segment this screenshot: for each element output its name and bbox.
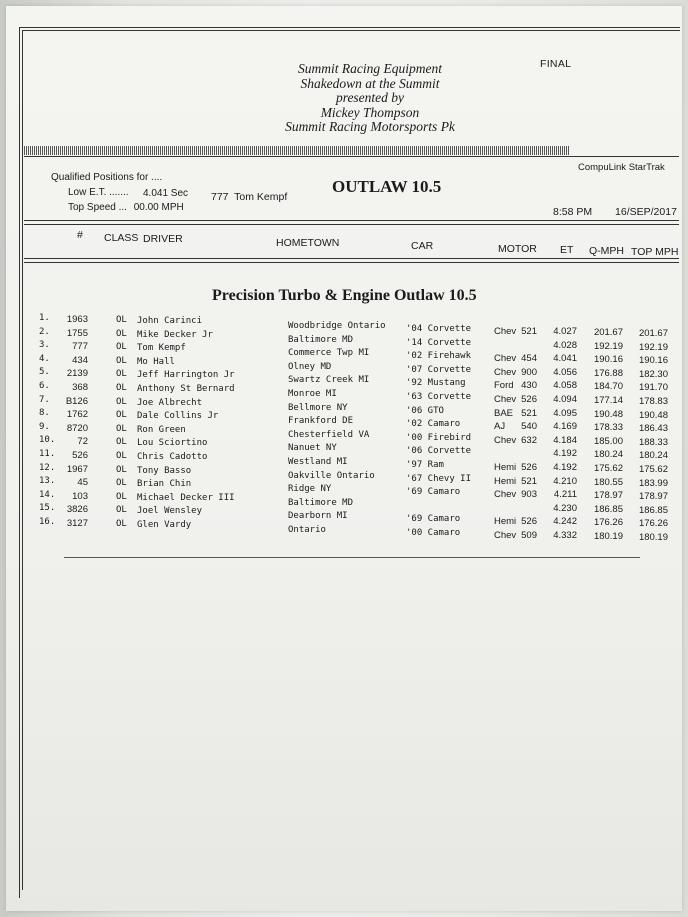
row-hometown: Nanuet NY — [288, 443, 337, 454]
row-et: 4.041 — [553, 353, 577, 365]
row-car: '04 Corvette — [406, 324, 472, 334]
print-time: 8:58 PM — [553, 206, 593, 218]
row-driver: Michael Decker III — [137, 492, 235, 503]
row-qmph: 185.00 — [593, 435, 623, 447]
print-date: 16/SEP/2017 — [615, 206, 677, 218]
row-car: '00 Firebird — [406, 432, 472, 443]
row-qmph: 178.97 — [593, 490, 623, 502]
event-title-line: presented by — [335, 90, 405, 105]
row-qmph: 186.85 — [593, 503, 623, 515]
row-motor-make: Chev — [494, 353, 517, 365]
top-speed-line — [68, 202, 184, 213]
row-position: 8. — [39, 408, 50, 419]
low-et-holder: 777 Tom Kempf — [211, 191, 288, 203]
row-number: 1967 — [66, 463, 88, 475]
col-car: CAR — [411, 240, 434, 252]
row-et: 4.230 — [553, 502, 577, 514]
row-hometown: Commerce Twp MI — [288, 348, 370, 359]
row-motor-cid: 632 — [521, 434, 537, 446]
row-driver: Dale Collins Jr — [137, 411, 219, 422]
row-et: 4.169 — [553, 421, 577, 433]
col-motor: MOTOR — [498, 243, 537, 255]
race-title: Precision Turbo & Engine Outlaw 10.5 — [212, 287, 477, 304]
col-et: ET — [560, 244, 574, 256]
row-et: 4.211 — [553, 489, 577, 501]
top-speed-label: Top Speed ... — [68, 202, 127, 213]
row-position: 5. — [39, 367, 50, 378]
row-number: 45 — [77, 477, 88, 489]
qualified-label: Qualified Positions for .... — [51, 172, 163, 183]
row-qmph: 176.26 — [593, 517, 623, 529]
row-position: 12. — [39, 462, 56, 473]
row-qmph: 190.48 — [593, 408, 623, 420]
row-driver: Brian Chin — [137, 479, 192, 490]
row-motor-make: Chev — [494, 530, 517, 541]
row-top-mph: 183.99 — [638, 477, 668, 489]
row-driver: Chris Cadotto — [137, 452, 208, 462]
row-number: 8720 — [66, 422, 88, 434]
row-car: '00 Camaro — [406, 528, 461, 538]
row-qmph: 180.19 — [593, 531, 623, 542]
row-hometown: Oakville Ontario — [288, 470, 375, 481]
row-motor-cid: 521 — [521, 475, 537, 487]
row-top-mph: 186.43 — [638, 423, 668, 435]
row-position: 1. — [39, 313, 50, 323]
event-title-line: Summit Racing Motorsports Pk — [285, 119, 455, 134]
row-class: OL — [116, 505, 127, 516]
row-driver: Tom Kempf — [137, 343, 186, 354]
row-car: '02 Camaro — [406, 419, 461, 430]
row-position: 3. — [39, 340, 50, 351]
row-top-mph: 190.48 — [638, 409, 668, 421]
class-title: OUTLAW 10.5 — [332, 177, 442, 196]
row-class: OL — [116, 369, 127, 380]
row-et: 4.058 — [553, 380, 577, 392]
row-car: '07 Corvette — [406, 364, 472, 375]
row-car: '06 Corvette — [406, 446, 472, 457]
col-driver: DRIVER — [143, 233, 183, 245]
row-position: 11. — [39, 449, 56, 459]
row-class: OL — [116, 410, 127, 421]
event-title-line: Summit Racing Equipment — [298, 61, 442, 76]
row-class: OL — [116, 396, 127, 407]
row-motor-cid: 430 — [521, 380, 537, 392]
row-position: 13. — [39, 476, 56, 487]
row-motor-cid: 454 — [521, 353, 537, 365]
row-motor-cid: 509 — [521, 530, 537, 541]
rule — [24, 258, 679, 259]
row-motor-cid: 903 — [521, 489, 537, 501]
row-driver: Jeff Harrington Jr — [137, 370, 235, 381]
row-position: 16. — [39, 517, 56, 527]
row-number: 368 — [72, 382, 88, 393]
row-driver: Anthony St Bernard — [137, 384, 235, 394]
final-label: FINAL — [540, 58, 572, 70]
row-motor-cid: 526 — [521, 394, 537, 405]
row-top-mph: 192.19 — [638, 341, 668, 353]
row-top-mph: 176.26 — [638, 518, 668, 530]
row-driver: Lou Sciortino — [137, 438, 208, 449]
row-top-mph: 201.67 — [638, 328, 668, 339]
row-motor-make: AJ — [494, 421, 506, 433]
row-car: '14 Corvette — [406, 337, 472, 348]
row-driver: Glen Vardy — [137, 520, 192, 530]
row-driver: Mo Hall — [137, 356, 175, 367]
row-motor-make: Hemi — [494, 475, 517, 487]
row-number: 434 — [72, 354, 88, 366]
row-class: OL — [116, 491, 127, 502]
row-hometown: Baltimore MD — [288, 334, 354, 345]
row-class: OL — [116, 464, 127, 475]
row-top-mph: 178.97 — [638, 491, 668, 503]
row-motor-make: Chev — [494, 366, 517, 378]
top-speed-value: 00.00 MPH — [133, 202, 184, 213]
row-driver: Tony Basso — [137, 465, 192, 476]
rule — [24, 220, 679, 221]
row-et: 4.028 — [553, 339, 577, 351]
event-title-line: Shakedown at the Summit — [300, 75, 440, 91]
row-motor-make: Chev — [494, 434, 517, 446]
row-position: 9. — [39, 421, 50, 432]
row-top-mph: 175.62 — [638, 464, 668, 475]
row-number: 1963 — [66, 314, 88, 325]
row-hometown: Woodbridge Ontario — [288, 321, 386, 331]
col-pos: # — [77, 229, 83, 241]
row-car: '63 Corvette — [406, 392, 472, 402]
row-class: OL — [116, 519, 127, 529]
row-motor-cid: 540 — [521, 421, 537, 433]
row-qmph: 176.88 — [593, 367, 623, 379]
page-border-inner-left — [22, 30, 23, 890]
row-hometown: Westland MI — [288, 457, 348, 467]
row-position: 7. — [39, 394, 50, 405]
row-hometown: Swartz Creek MI — [288, 375, 370, 386]
row-et: 4.192 — [553, 448, 577, 460]
rule — [24, 262, 679, 263]
col-qmph: Q-MPH — [589, 245, 624, 257]
row-car: '69 Camaro — [406, 514, 461, 525]
row-driver: Joe Albrecht — [137, 397, 203, 408]
row-et: 4.192 — [553, 462, 577, 473]
row-number: 2139 — [66, 368, 88, 380]
rule — [24, 156, 679, 157]
row-hometown: Baltimore MD — [288, 497, 354, 508]
row-class: OL — [116, 423, 127, 434]
row-class: OL — [116, 383, 127, 393]
table-end-rule — [64, 557, 640, 558]
row-top-mph: 190.16 — [638, 355, 668, 367]
row-et: 4.027 — [553, 326, 577, 337]
row-et: 4.056 — [553, 366, 577, 378]
row-hometown: Ontario — [288, 525, 326, 535]
row-number: 72 — [77, 436, 88, 448]
row-qmph: 184.70 — [593, 381, 623, 393]
row-number: 1755 — [66, 327, 88, 339]
row-motor-make: Chev — [494, 489, 517, 501]
row-hometown: Olney MD — [288, 361, 332, 372]
row-motor-cid: 521 — [521, 407, 537, 419]
row-qmph: 201.67 — [593, 327, 623, 338]
row-car: '97 Ram — [406, 460, 444, 470]
row-top-mph: 178.83 — [638, 396, 668, 407]
row-qmph: 180.24 — [593, 449, 623, 461]
row-motor-cid: 526 — [521, 516, 537, 528]
row-position: 10. — [39, 435, 56, 446]
row-top-mph: 180.19 — [638, 532, 668, 543]
row-number: 526 — [72, 450, 88, 461]
row-position: 2. — [39, 326, 50, 337]
row-car: '06 GTO — [406, 405, 444, 416]
row-motor-make: BAE — [494, 407, 514, 419]
row-position: 14. — [39, 489, 56, 500]
row-hometown: Bellmore NY — [288, 402, 348, 413]
time-date — [553, 206, 677, 218]
row-class: OL — [116, 451, 127, 461]
row-motor-make: Ford — [494, 380, 514, 392]
row-number: B126 — [65, 395, 88, 407]
row-qmph: 190.16 — [593, 354, 623, 366]
row-motor-make: Hemi — [494, 516, 517, 528]
row-top-mph: 191.70 — [638, 382, 668, 394]
row-position: 6. — [39, 381, 50, 391]
row-hometown: Frankford DE — [288, 416, 354, 427]
row-motor-make: Hemi — [494, 462, 517, 473]
row-et: 4.095 — [553, 407, 577, 419]
row-driver: Joel Wensley — [137, 506, 203, 517]
compulink-label: CompuLink StarTrak — [578, 162, 665, 173]
page-border-inner-top — [22, 30, 680, 31]
row-driver: John Carinci — [137, 316, 203, 326]
row-class: OL — [116, 342, 127, 353]
row-car: '67 Chevy II — [406, 473, 472, 484]
row-motor-make: Chev — [494, 394, 517, 405]
row-motor-cid: 521 — [521, 326, 537, 337]
row-qmph: 178.33 — [593, 422, 623, 434]
row-hometown: Monroe MI — [288, 389, 337, 399]
row-hometown: Chesterfield VA — [288, 429, 370, 440]
row-qmph: 192.19 — [593, 340, 623, 352]
row-position: 15. — [39, 503, 56, 514]
row-motor-cid: 526 — [521, 462, 537, 473]
row-class: OL — [116, 328, 127, 339]
row-top-mph: 180.24 — [638, 450, 668, 462]
row-qmph: 177.14 — [593, 395, 623, 406]
row-class: OL — [116, 355, 127, 366]
row-et: 4.210 — [553, 475, 577, 487]
row-qmph: 180.55 — [593, 476, 623, 488]
col-hometown: HOMETOWN — [276, 237, 340, 249]
row-number: 3826 — [66, 504, 88, 516]
row-motor-make: Chev — [494, 326, 517, 337]
row-class: OL — [116, 437, 127, 448]
row-et: 4.184 — [553, 434, 577, 446]
row-et: 4.094 — [553, 394, 577, 405]
row-driver: Ron Green — [137, 424, 186, 435]
row-number: 777 — [72, 341, 88, 353]
event-title-line: Mickey Thompson — [320, 104, 420, 120]
row-class: OL — [116, 478, 127, 489]
row-car: '02 Firehawk — [406, 351, 472, 362]
low-et-label: Low E.T. ....... — [68, 187, 129, 198]
row-number: 1762 — [66, 409, 88, 421]
row-car: '69 Camaro — [406, 487, 461, 498]
row-number: 103 — [72, 490, 88, 502]
page-border — [19, 27, 680, 898]
row-top-mph: 188.33 — [638, 436, 668, 448]
row-hometown: Dearborn MI — [288, 511, 348, 522]
row-top-mph: 182.30 — [638, 368, 668, 380]
row-hometown: Ridge NY — [288, 484, 332, 495]
low-et-value: 4.041 Sec — [143, 188, 189, 199]
row-qmph: 175.62 — [593, 463, 623, 474]
row-et: 4.242 — [553, 516, 577, 528]
row-class: OL — [116, 315, 127, 325]
col-topmph: TOP MPH — [631, 246, 679, 258]
row-motor-cid: 900 — [521, 366, 537, 378]
row-top-mph: 186.85 — [638, 504, 668, 516]
rule — [24, 224, 679, 225]
dotted-separator — [24, 146, 570, 155]
event-title — [270, 62, 470, 135]
row-et: 4.332 — [553, 530, 577, 541]
row-position: 4. — [39, 353, 50, 364]
col-class: CLASS — [104, 232, 139, 244]
row-driver: Mike Decker Jr — [137, 329, 213, 340]
row-car: '92 Mustang — [406, 378, 466, 389]
row-number: 3127 — [66, 518, 88, 529]
